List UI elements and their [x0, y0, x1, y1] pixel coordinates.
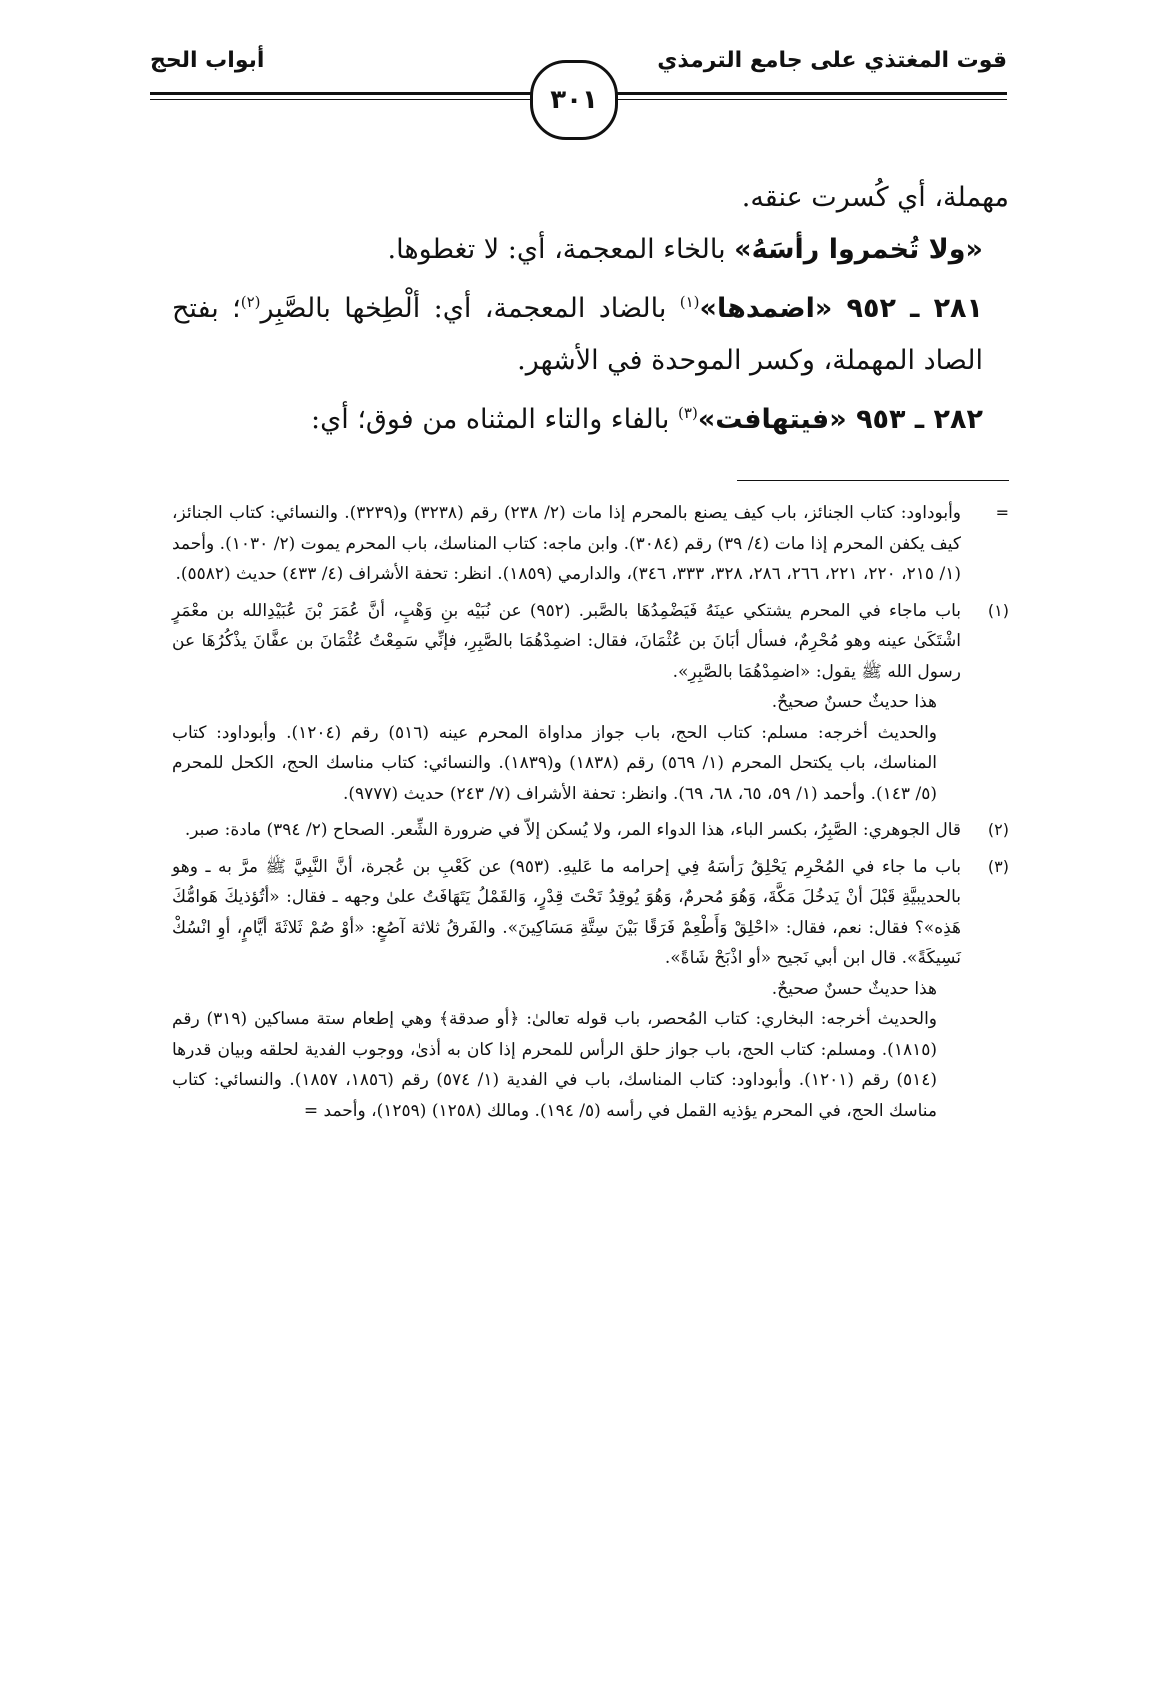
footnote-text: والحديث أخرجه: مسلم: كتاب الحج، باب جواز مداواة المحرم عينه (٥١٦) رقم (١٢٠٤). وأبوداود: كتاب المناسك، باب يكتحل المحرم (١/ ٥٦٩) رقم (١٨٣٨) و(١٨٣٩). والنسائي: كتاب مناسك الحج، الكحل للمحرم (٥/ ١٤٣). وأحمد (١/ ٥٩، ٦٥، ٦٨، ٦٩). وانظر: تحفة الأشراف (٧/ ٢٤٣) حديث (٩٧٧٧). — [172, 722, 937, 804]
entry-number: ٢٨٢ ـ ٩٥٣ — [856, 404, 983, 435]
footnotes — [172, 498, 1009, 1132]
footnote-text: باب ما جاء في المُحْرِم يَحْلِقُ رَأسَهُ فِي إحرامه ما عَليهِ. (٩٥٣) عن كَعْبِ بن عُجرة، أنَّ النَّبِيَّ ﷺ مرَّ به ـ وهو بالحديبيَّةِ قَبْلَ أنْ يَدخُلَ مَكَّةَ، وَهُوَ مُحرمٌ، وَهُوَ يُوقِدُ تَحْتَ قِدْرٍ، وَالقَمْلُ يَتَهَافَتُ علىٰ وجهه ـ فقال: «أتُؤذيكَ هَوامُّكَ هَذِه»؟ فقال: نعم، فقال: «احْلِقْ وَأَطْعِمْ فَرَقًا بَيْنَ سِتَّةِ مَسَاكِينَ». والفَرقُ ثلاثة آصُعٍ: «أوْ صُمْ ثَلاثَةَ أيَّامٍ، أوِ انْسُكْ نَسِيكَةً». قال ابن أبي نَجيح «أو اذْبَحْ شَاةً». — [172, 856, 961, 968]
footnote-3 — [172, 852, 1009, 1127]
quoted-term: «ولا تُخمروا رأسَهُ» — [734, 234, 983, 265]
main-text — [172, 172, 1009, 446]
main-line-1-text: مهملة، أي كُسرت عنقه. — [741, 182, 1009, 213]
footnote-separator — [737, 480, 1009, 481]
footnote-ref: (٣) — [678, 404, 698, 422]
footnote-text: باب ماجاء في المحرم يشتكي عينَهُ فَيَضْمِدُهَا بالصَّبر. (٩٥٢) عن نُبَيْه بنِ وَهْبٍ، أنَّ عُمَرَ بْنَ عُبَيْدِالله بن معْمَرٍ اشْتَكَىٰ عينه وهو مُحْرِمٌ، فسأل أبَانَ بن عُثْمَانَ، فقال: اضمِدْهُمَا بالصَّبِرِ، فإنِّي سَمِعْتُ عُثْمَانَ بن عفَّانَ يذْكُرُهَا عن رسول الله ﷺ يقول: «اضمِدْهُمَا بالصَّبِرِ». — [172, 600, 961, 682]
entry-text: بالفاء والتاء المثناه من فوق؛ أي: — [311, 404, 679, 435]
footnote-text: والحديث أخرجه: البخاري: كتاب المُحصر، باب قوله تعالىٰ: ﴿أو صدقة﴾ وهي إطعام ستة مساكين (٣١٩) رقم (١٨١٥). ومسلم: كتاب الحج، باب جواز حلق الرأس للمحرم إذا كان به أذىٰ، ووجوب الفدية لحلقه وبيان قدرها (٥١٤) رقم (١٢٠١). وأبوداود: كتاب المناسك، باب في الفدية (١/ ٥٧٤) رقم (١٨٥٦، ١٨٥٧). والنسائي: كتاب مناسك الحج، في المحرم يؤذيه القمل في رأسه (٥/ ١٩٤). ومالك (١٢٥٨) (١٢٥٩)، وأحمد = — [172, 1009, 938, 1121]
footnote-2 — [172, 815, 1009, 846]
entry-text: بالضاد المعجمة، أي: ألْطِخها بالصَّبِر — [260, 293, 680, 324]
footnote-1 — [172, 596, 1009, 810]
footnote-text: هذا حديثٌ حسنٌ صحيحٌ. — [771, 692, 937, 712]
footnote-continuation — [172, 498, 1009, 590]
footnote-text: وأبوداود: كتاب الجنائز، باب كيف يصنع بالمحرم إذا مات (٢/ ٢٣٨) رقم (٣٢٣٨) و(٣٢٣٩). والنسائي: كتاب الجنائز، كيف يكفن المحرم إذا مات (٤/ ٣٩) رقم (٣٠٨٤). وابن ماجه: كتاب المناسك، باب المحرم يموت (٢/ ١٠٣٠). وأحمد (١/ ٢١٥، ٢٢٠، ٢٢١، ٢٦٦، ٢٨٦، ٣٢٨، ٣٣٣، ٣٤٦)، والدارمي (١٨٥٩). انظر: تحفة الأشراف (٤/ ٤٣٣) حديث (٥٥٨٢). — [172, 503, 962, 584]
footnote-marker: (١) — [987, 600, 1009, 620]
main-line-2-text: بالخاء المعجمة، أي: لا تغطوها. — [387, 234, 735, 265]
footnote-ref: (٢) — [240, 293, 261, 311]
footnote-text: هذا حديثٌ حسنٌ صحيحٌ. — [771, 978, 937, 999]
main-line-2 — [172, 224, 1009, 276]
entry-text: ؛ بفتح الصاد المهملة، وكسر الموحدة في الأشهر. — [172, 293, 983, 376]
footnote-ref: (١) — [679, 293, 700, 311]
quoted-term: «اضمدها» — [699, 293, 847, 324]
footnote-text: قال الجوهري: الصَّبِرُ، بكسر الباء، هذا الدواء المر، ولا يُسكن إلاّ في ضرورة الشِّعر. الصحاح (٢/ ٣٩٤) مادة: صبر. — [184, 820, 961, 840]
entry-281 — [172, 276, 1009, 387]
footnote-marker: (٣) — [987, 856, 1009, 876]
main-line-1 — [172, 172, 1009, 224]
footnote-marker: (٢) — [987, 820, 1009, 839]
footnote-marker: = — [995, 503, 1009, 522]
book-title: قوت المغتذي على جامع الترمذي — [657, 48, 1007, 73]
page-number: ٣٠١ — [530, 60, 618, 140]
entry-282 — [172, 387, 1009, 446]
quoted-term: «فيتهافت» — [697, 404, 857, 435]
entry-number: ٢٨١ ـ ٩٥٢ — [846, 293, 984, 324]
chapter-title: أبواب الحج — [150, 48, 265, 73]
